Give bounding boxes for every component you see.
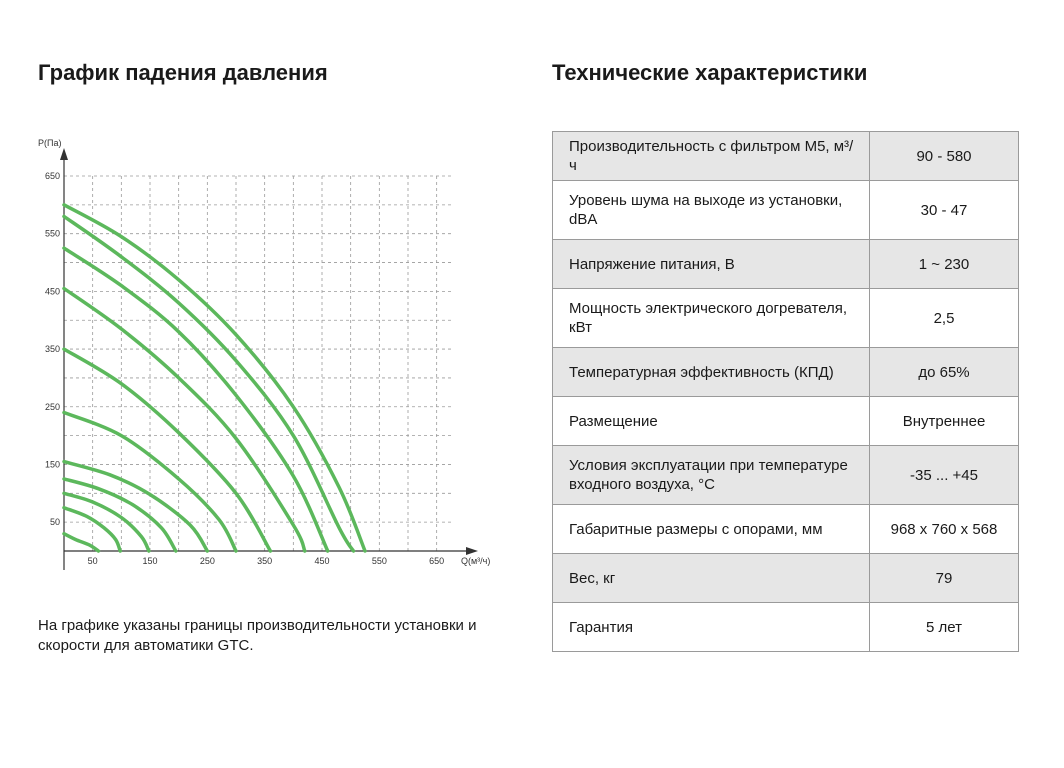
spec-param: Габаритные размеры с опорами, мм (553, 505, 870, 554)
spec-row (553, 446, 1019, 505)
spec-row (553, 289, 1019, 348)
y-tick-label: 550 (44, 228, 60, 239)
pressure-curve (64, 216, 354, 551)
x-tick-label: 150 (142, 556, 158, 566)
chart-canvas (30, 130, 510, 575)
x-tick-label: 650 (429, 556, 445, 566)
spec-param: Производительность с фильтром М5, м³/ч (553, 132, 870, 181)
spec-row (553, 240, 1019, 289)
x-tick-label: 250 (199, 556, 215, 566)
spec-value: до 65% (870, 348, 1019, 397)
spec-value: 968 x 760 x 568 (870, 505, 1019, 554)
y-tick-label: 650 (44, 171, 60, 181)
spec-param: Температурная эффективность (КПД) (553, 348, 870, 397)
x-tick-label: 550 (371, 556, 387, 566)
spec-row (553, 554, 1019, 603)
spec-row (553, 132, 1019, 181)
specs-table (552, 131, 1019, 652)
x-axis-label: Q(м³/ч) (461, 556, 491, 566)
y-tick-label: 450 (44, 286, 60, 297)
spec-param: Гарантия (553, 603, 870, 652)
spec-row (553, 603, 1019, 652)
spec-param: Напряжение питания, В (553, 240, 870, 289)
y-tick-label: 250 (44, 401, 60, 412)
pressure-drop-chart (30, 130, 510, 575)
x-tick-label: 50 (87, 556, 98, 566)
x-tick-label: 350 (257, 556, 273, 566)
spec-param: Уровень шума на выходе из установки, dBA (553, 181, 870, 240)
spec-param: Мощность электрического догревателя, кВт (553, 289, 870, 348)
spec-param: Условия эксплуатации при температуре входного воздуха, °С (553, 446, 870, 505)
spec-row (553, 181, 1019, 240)
chart-note: На графике указаны границы производительности установки и скорости для автоматики GTC. (38, 617, 477, 654)
spec-row (553, 348, 1019, 397)
spec-value: 2,5 (870, 289, 1019, 348)
spec-value: 5 лет (870, 603, 1019, 652)
spec-value: 79 (870, 554, 1019, 603)
y-axis-arrow (60, 148, 68, 160)
y-tick-label: 350 (44, 344, 60, 355)
spec-param: Вес, кг (553, 554, 870, 603)
chart-axes (38, 138, 490, 570)
spec-value: 30 - 47 (870, 181, 1019, 240)
spec-row (553, 505, 1019, 554)
spec-param: Размещение (553, 397, 870, 446)
x-tick-label: 450 (314, 556, 330, 566)
spec-row (553, 397, 1019, 446)
spec-value: -35 ... +45 (870, 446, 1019, 505)
y-tick-label: 50 (49, 517, 60, 528)
chart-grid (64, 176, 451, 551)
specs-title: Технические характеристики (552, 60, 868, 85)
pressure-curve (64, 289, 305, 552)
x-axis-arrow (466, 547, 478, 555)
spec-value: 90 - 580 (870, 132, 1019, 181)
spec-value: Внутреннее (870, 397, 1019, 446)
spec-value: 1 ~ 230 (870, 240, 1019, 289)
y-tick-label: 150 (44, 459, 60, 470)
y-axis-label: P(Па) (38, 138, 62, 148)
chart-title: График падения давления (38, 60, 328, 85)
pressure-curve (64, 534, 98, 551)
